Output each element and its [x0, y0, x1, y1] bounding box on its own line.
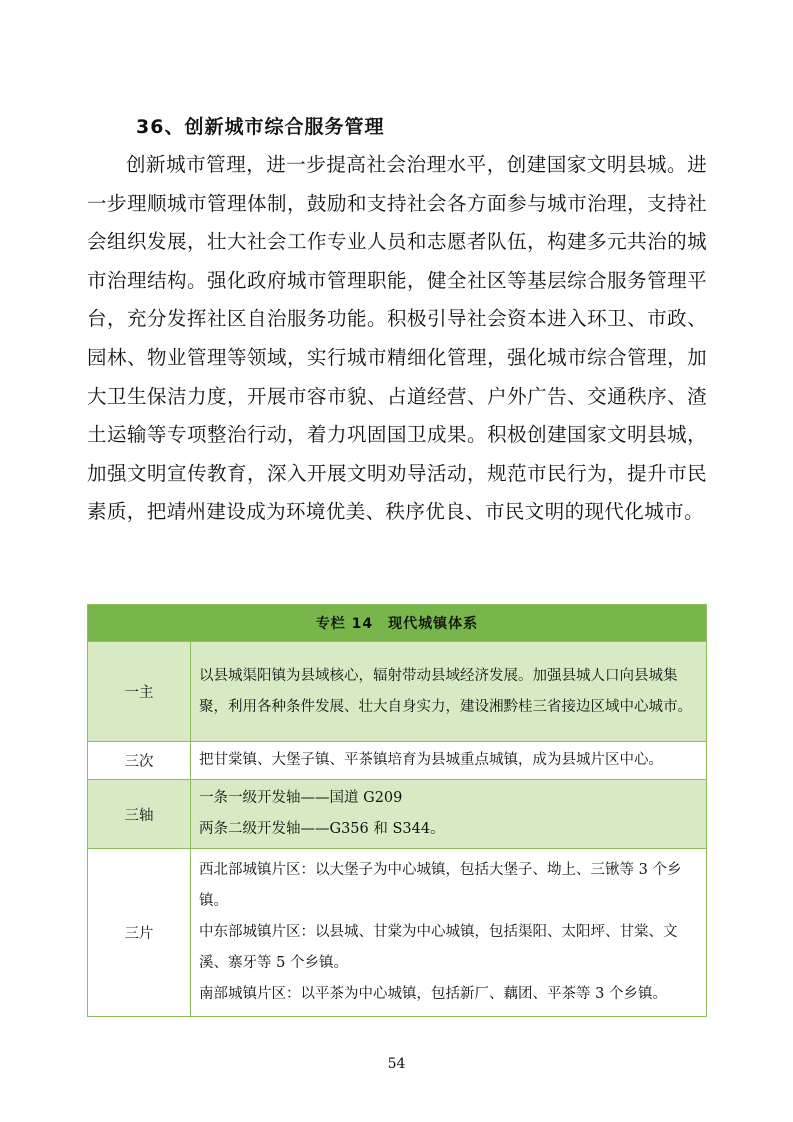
row-label: 三片: [88, 849, 191, 1017]
row-line: 以县城渠阳镇为县域核心，辐射带动县域经济发展。加强县城人口向县城集聚，利用各种条件发展、壮大自身实力，建设湘黔桂三省接边区域中心城市。: [199, 667, 692, 715]
row-line: 把甘棠镇、大堡子镇、平茶镇培育为县城重点城镇，成为县城片区中心。: [199, 752, 663, 768]
urban-system-box: [87, 604, 707, 1017]
row-line: 西北部城镇片区：以大堡子为中心城镇，包括大堡子、坳上、三锹等 3 个乡镇。: [199, 862, 682, 909]
row-label: 三轴: [88, 780, 191, 849]
page-number: 54: [387, 1056, 406, 1072]
row-line: 中东部城镇片区：以县城、甘棠为中心城镇，包括渠阳、太阳坪、甘棠、文溪、寨牙等 5 个乡镇。: [199, 924, 678, 971]
row-label: 三次: [88, 742, 191, 780]
row-line: 一条一级开发轴——国道 G209: [199, 790, 403, 806]
row-label: 一主: [88, 642, 191, 742]
section-heading: 36、创新城市综合服务管理: [136, 116, 385, 138]
table-row: [88, 780, 707, 849]
row-line: 两条二级开发轴——G356 和 S344。: [199, 821, 445, 837]
section-paragraph: 创新城市管理，进一步提高社会治理水平，创建国家文明县城。进一步理顺城市管理体制，鼓励和支持社会各方面参与城市治理，支持社会组织发展，壮大社会工作专业人员和志愿者队伍，构建多元共治的城市治理结构。强化政府城市管理职能，健全社区等基层综合服务管理平台，充分发挥社区自治服务功能。积极引导社会资本进入环卫、市政、园林、物业管理等领域，实行城市精细化管理，强化城市综合管理，加大卫生保洁力度，开展市容市貌、占道经营、户外广告、交通秩序、渣土运输等专项整治行动，着力巩固国卫成果。积极创建国家文明县城，加强文明宣传教育，深入开展文明劝导活动，规范市民行为，提升市民素质，把靖州建设成为环境优美、秩序优良、市民文明的现代化城市。: [87, 153, 707, 524]
table-row: [88, 742, 707, 780]
table-row: [88, 642, 707, 742]
row-content: [191, 642, 707, 742]
row-content: [191, 849, 707, 1017]
box-title: 专栏 14 现代城镇体系: [88, 605, 707, 642]
row-line: 南部城镇片区：以平茶为中心城镇，包括新厂、藕团、平茶等 3 个乡镇。: [199, 986, 667, 1002]
row-content: [191, 780, 707, 849]
table-row: [88, 849, 707, 1017]
row-content: [191, 742, 707, 780]
